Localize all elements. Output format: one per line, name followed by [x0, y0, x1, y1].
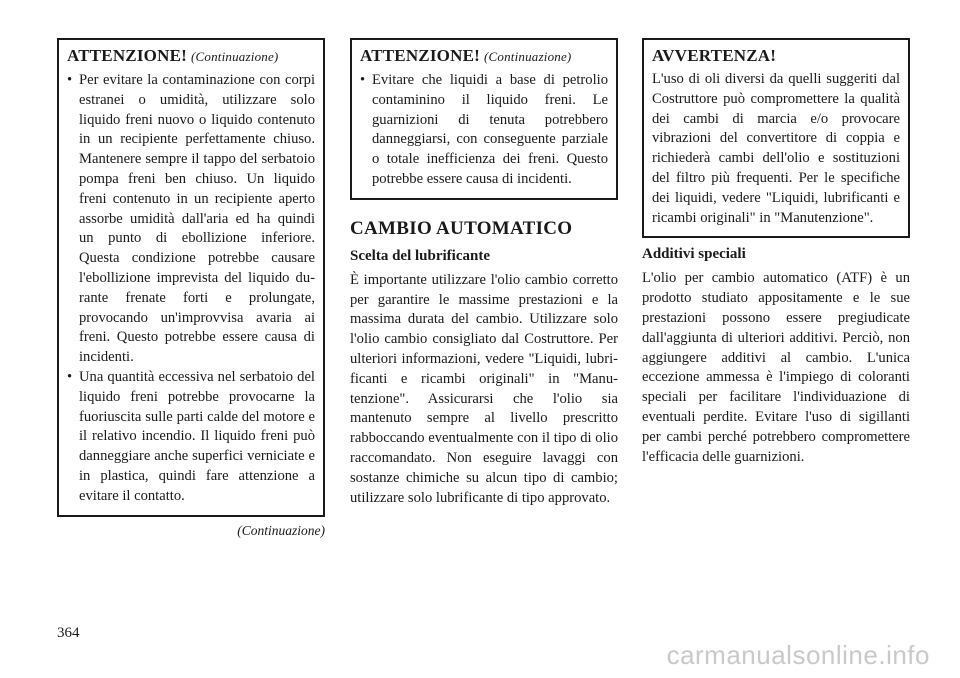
- caution-box: [642, 38, 910, 238]
- subheading: Scelta del lubrificante: [350, 247, 490, 264]
- warning-box-petroleum: [350, 38, 618, 200]
- caution-text: L'uso di oli diversi da quelli suggeriti dal Costruttore può compromettere la qualità dei cambi di marcia e/o provocare vibrazioni del convertitore di coppia e richiederà cambi dell'olio e sostituzioni del filtro più frequenti. Per le specifiche dei liquidi, vedere "Liquidi, lubrificanti e ricambi originali" in "Manutenzione".: [652, 71, 900, 226]
- continuation-label: (Continuazione): [483, 49, 572, 64]
- continuation-label: (Continuazione): [190, 49, 279, 64]
- warning-bullet: • Per evitare la contaminazione con corpi estranei o umidità, utilizzare solo liquido freni nuovo o liquido contenuto in un recipiente perfettamente chiuso. Mantenere sempre il tappo del serbatoio pompa freni ben chiuso. Un liquido freni contenuto in un recipiente aperto assorbe umidità dall'aria ed ha quindi un punto di ebollizione inferiore. Questa condizione potrebbe causare l'ebollizione imprevista del liquido durante frenate forti e prolungate, provocando un'improvvisa avaria ai freni. Questo potrebbe essere causa di incidenti.: [67, 71, 315, 368]
- watermark: carmanualsonline.info: [666, 640, 930, 670]
- page-number: 364: [57, 625, 80, 641]
- body-paragraph: È importante utilizzare l'olio cambio corretto per garantire le massime prestazioni e la massima durata del cambio. Utilizzare solo l'olio cambio consigliato dal Costruttore. Per ulteriori informazioni, vedere "Liquidi, lubrificanti e ricambi originali" in "Manutenzione". Assicurarsi che l'olio sia mantenuto sempre al livello prescritto rabboccando eventualmente con il tipo di olio raccomandato. Non eseguire lavaggi con sostanze chimiche su alcun tipo di cambio; utilizzare solo lubrificante di tipo approvato.: [350, 271, 618, 506]
- warning-title: [67, 46, 315, 67]
- warning-bullet-list: [360, 71, 608, 190]
- warning-title: [360, 46, 608, 67]
- caution-title: AVVERTENZA!: [652, 46, 777, 65]
- warning-title-text: ATTENZIONE!: [67, 46, 187, 65]
- column-middle: [350, 38, 618, 508]
- body-paragraph: L'olio per cambio automatico (ATF) è un prodotto studiato appositamente e le sue prestazioni possono essere pregiudicate dall'aggiunta di ulteriori additivi. Perciò, non aggiungere additivi al cambio. L'unica eccezione ammessa è l'impiego di coloranti speciali per facilitare l'individuazione di eventuali perdite. Evitare l'uso di sigillanti per cambi perché potrebbero compromettere l'efficacia delle guarnizioni.: [642, 270, 910, 465]
- column-left: [57, 38, 325, 539]
- section-title: CAMBIO AUTOMATICO: [350, 217, 573, 239]
- warning-bullet: • Una quantità eccessiva nel serbatoio del liquido freni potrebbe provocarne la fuoriuscita sulle parti calde del motore e il relativo incendio. Il liquido freni può danneggiare anche superfici verniciate e in plastica, quindi fare attenzione a evitare il contatto.: [67, 368, 315, 507]
- subheading: Additivi speciali: [642, 246, 746, 263]
- warning-bullet: • Evitare che liquidi a base di petrolio contaminino il liquido freni. Le guarnizioni di tenuta potrebbero danneggiarsi, con conseguente parziale o totale inefficienza dei freni. Questo potrebbe essere causa di incidenti.: [360, 71, 608, 190]
- warning-title-text: ATTENZIONE!: [360, 46, 480, 65]
- column-right: [642, 38, 910, 467]
- continuation-note: (Continuazione): [237, 522, 325, 538]
- warning-bullet-list: [67, 71, 315, 507]
- warning-box-brake-fluid: [57, 38, 325, 517]
